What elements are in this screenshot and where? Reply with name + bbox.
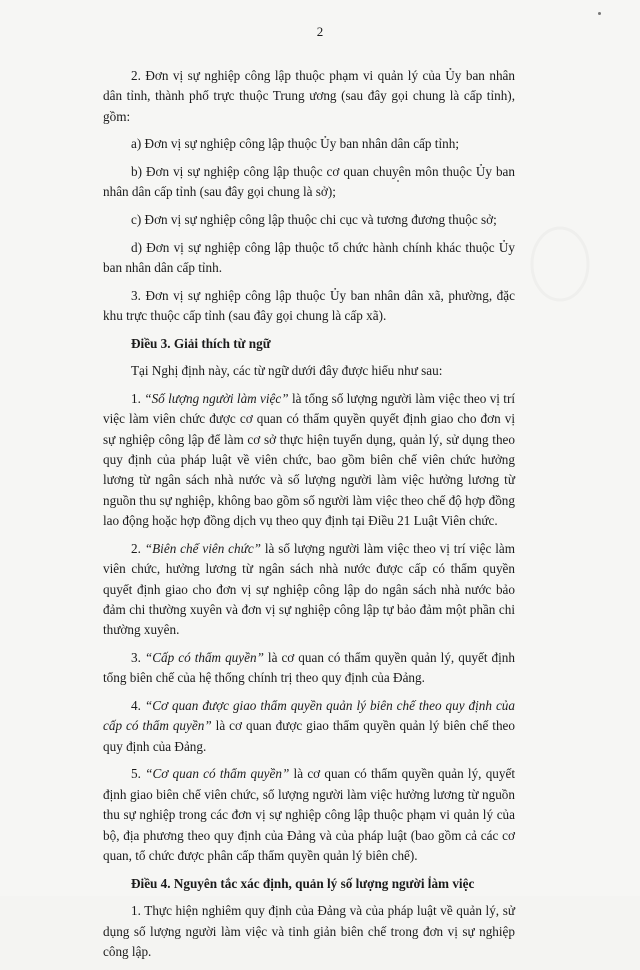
definition-paragraph: [103, 696, 515, 757]
article-heading: Điều 3. Giải thích từ ngữ: [131, 335, 271, 351]
faded-stamp-mark: [530, 224, 590, 304]
definition-paragraph: [103, 389, 515, 532]
definition-number: 4.: [131, 698, 145, 714]
definition-number: 3.: [131, 650, 145, 666]
paragraph: 1. Thực hiện nghiêm quy định của Đảng và của pháp luật về quản lý, sử dụng số lượng người làm việc và tinh giản biên chế trong đơn vị sự nghiệp công lập.: [103, 903, 515, 960]
paragraph: 2. Đơn vị sự nghiệp công lập thuộc phạm vi quản lý của Ủy ban nhân dân tỉnh, thành phố trực thuộc Trung ương (sau đây gọi chung là cấp tỉnh), gồm:: [103, 68, 515, 124]
defined-term: “Biên chế viên chức”: [144, 540, 262, 556]
definition-text: là số lượng người làm việc theo vị trí việc làm viên chức, hưởng lương từ ngân sách nhà nước được cấp có thẩm quyền quyết định giao cho đơn vị sự nghiệp công lập do ngân sách nhà nước bảo đảm chi thường xuyên và đơn vị sự nghiệp công lập tự bảo đảm một phần chi thường xuyên.: [103, 540, 516, 638]
paragraph: Tại Nghị định này, các từ ngữ dưới đây được hiểu như sau:: [131, 363, 443, 379]
paragraph: b) Đơn vị sự nghiệp công lập thuộc cơ quan chuyên môn thuộc Ủy ban nhân dân cấp tỉnh (sau đây gọi chung là sở);: [103, 164, 515, 200]
defined-term: “Cơ quan được giao thẩm quyền quản lý biên chế theo quy định của cấp có thẩm quyền”: [103, 698, 515, 734]
definition-text: là cơ quan có thẩm quyền quản lý, quyết định giao biên chế viên chức, số lượng người làm việc hưởng lương từ nguồn thu sự nghiệp trong các đơn vị sự nghiệp công lập thuộc phạm vi quản lý của bộ, địa phương theo quy định của Đảng và của pháp luật (bao gồm cả các cơ quan, tổ chức được phân cấp thẩm quyền quản lý biên chế).: [103, 766, 516, 864]
definition-number: 1.: [131, 390, 145, 406]
paragraph: a) Đơn vị sự nghiệp công lập thuộc Ủy ban nhân dân cấp tỉnh;: [131, 136, 459, 152]
definition-text: là cơ quan có thẩm quyền quản lý, quyết định tổng biên chế của hệ thống chính trị theo quy định của Đảng.: [103, 650, 515, 686]
page-number: 2: [316, 24, 324, 39]
paragraph: 3. Đơn vị sự nghiệp công lập thuộc Ủy ban nhân dân xã, phường, đặc khu trực thuộc cấp tỉnh (sau đây gọi chung là cấp xã).: [103, 287, 515, 323]
defined-term: “Cấp có thẩm quyền”: [144, 650, 264, 666]
defined-term: “Số lượng người làm việc”: [144, 390, 289, 406]
definition-text: là tổng số lượng người làm việc theo vị trí việc làm viên chức được cơ quan có thẩm quyền quyết định giao cho đơn vị sự nghiệp công lập để làm cơ sở thực hiện tuyển dụng, quản lý, sử dụng theo quy định của pháp luật về viên chức, bao gồm biên chế viên chức hưởng lương từ ngân sách nhà nước và số lượng người làm việc hưởng lương từ nguồn thu sự nghiệp, không bao gồm số người làm việc theo chế độ hợp đồng lao động hoặc hợp đồng dịch vụ theo quy định tại Điều 21 Luật Viên chức.: [103, 390, 516, 529]
article-heading: Điều 4. Nguyên tắc xác định, quản lý số lượng người làm việc: [131, 875, 475, 891]
definition-paragraph: [103, 764, 515, 866]
document-body: [103, 66, 515, 970]
paragraph: d) Đơn vị sự nghiệp công lập thuộc tổ chức hành chính khác thuộc Ủy ban nhân dân cấp tỉnh.: [103, 239, 515, 275]
definition-text: là cơ quan được giao thẩm quyền quản lý biên chế theo quy định của Đảng.: [103, 718, 516, 754]
definition-paragraph: [103, 539, 515, 641]
definition-number: 2.: [131, 540, 145, 556]
defined-term: “Cơ quan có thẩm quyền”: [145, 766, 290, 782]
definition-paragraph: [103, 648, 515, 689]
definition-number: 5.: [131, 766, 146, 782]
ink-dot: [598, 12, 601, 15]
paragraph: c) Đơn vị sự nghiệp công lập thuộc chi cục và tương đương thuộc sở;: [131, 212, 497, 227]
